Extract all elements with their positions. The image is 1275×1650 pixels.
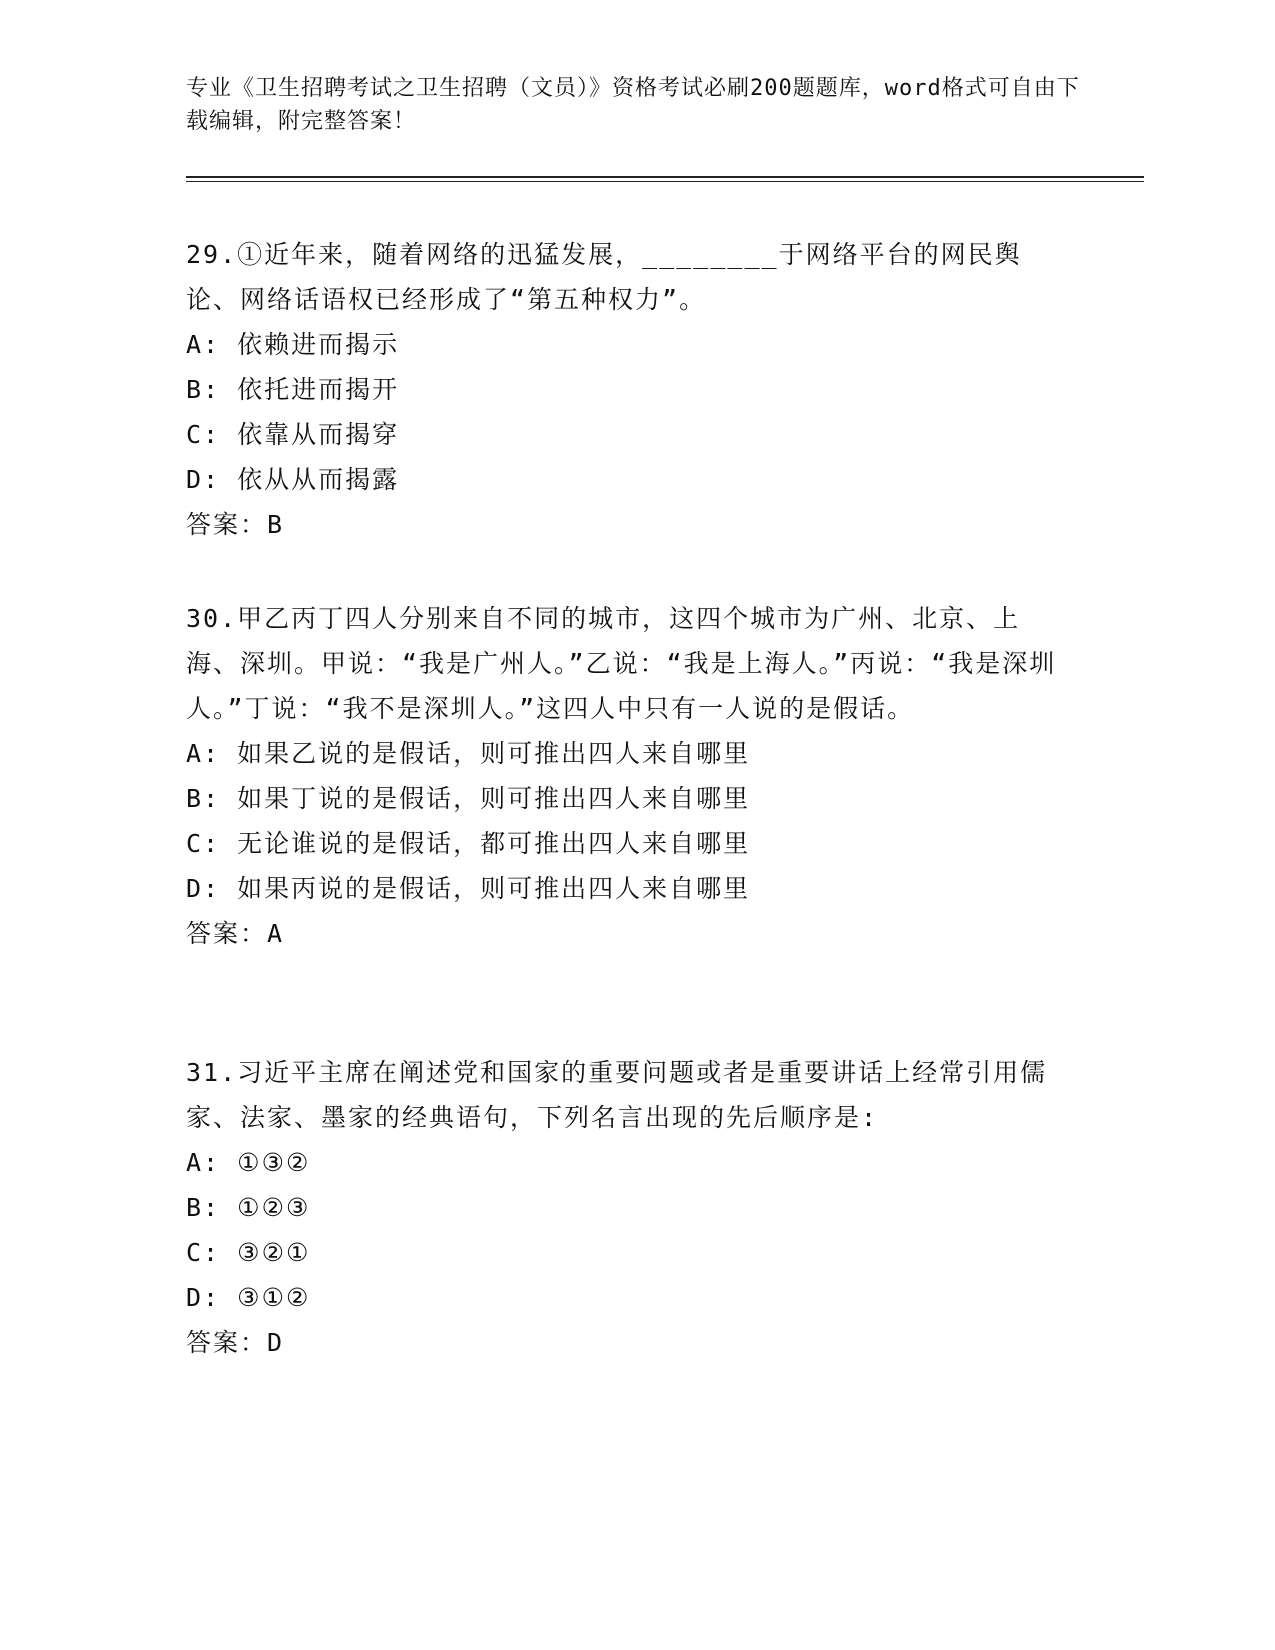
option-b: B: ①②③ [186, 1193, 311, 1222]
header-divider-thin [186, 181, 1144, 182]
option-a: A: 如果乙说的是假话，则可推出四人来自哪里 [186, 739, 751, 768]
option-a: A: 依赖进而揭示 [186, 330, 400, 359]
option-d: D: 如果丙说的是假话，则可推出四人来自哪里 [186, 874, 751, 903]
option-d: D: ③①② [186, 1283, 311, 1312]
answer-line: 答案：B [186, 510, 285, 539]
answer-line: 答案：D [186, 1328, 285, 1357]
question-stem: 30.甲乙丙丁四人分别来自不同的城市，这四个城市为广州、北京、上海、深圳。甲说：“我是广州人。”乙说：“我是上海人。”丙说：“我是深圳人。”丁说：“我不是深圳人。”这四人中只有一人说的是假话。 [186, 604, 1057, 723]
question-30 [186, 596, 1066, 956]
option-d: D: 依从从而揭露 [186, 465, 400, 494]
option-b: B: 如果丁说的是假话，则可推出四人来自哪里 [186, 784, 751, 813]
option-c: C: 无论谁说的是假话，都可推出四人来自哪里 [186, 829, 751, 858]
question-31 [186, 1050, 1066, 1365]
option-b: B: 依托进而揭开 [186, 375, 400, 404]
option-a: A: ①③② [186, 1148, 311, 1177]
question-29 [186, 232, 1066, 547]
question-stem: 31.习近平主席在阐述党和国家的重要问题或者是重要讲话上经常引用儒家、法家、墨家的经典语句，下列名言出现的先后顺序是: [186, 1058, 1048, 1132]
option-c: C: 依靠从而揭穿 [186, 420, 400, 449]
answer-line: 答案：A [186, 919, 285, 948]
document-header: 专业《卫生招聘考试之卫生招聘（文员）》资格考试必刷200题题库，word格式可自由下载编辑，附完整答案！ [186, 76, 1080, 134]
header-divider-thick [186, 176, 1144, 178]
question-stem: 29.①近年来，随着网络的迅猛发展，________于网络平台的网民舆论、网络话语权已经形成了“第五种权力”。 [186, 240, 1022, 314]
option-c: C: ③②① [186, 1238, 311, 1267]
